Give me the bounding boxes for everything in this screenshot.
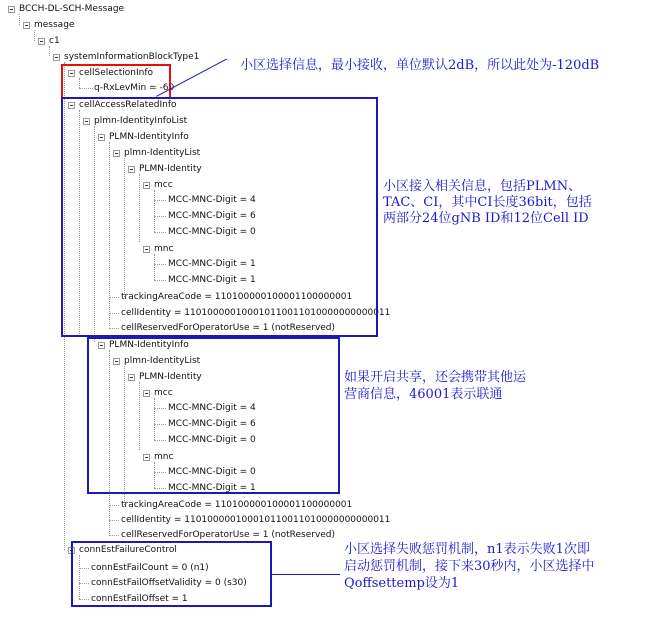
cell-access-annotation-line2: TAC、CI，其中CI长度36bit，包括 bbox=[383, 195, 592, 210]
tree-node-conn-est-fail-count[interactable]: connEstFailCount = 0 (n1) bbox=[91, 563, 209, 573]
failure-annotation-line1: 小区选择失败惩罚机制，n1表示失败1次即 bbox=[344, 542, 590, 557]
tree-node-mcc-digit[interactable]: MCC-MNC-Digit = 6 bbox=[168, 211, 256, 221]
failure-control-highlight-box bbox=[71, 541, 272, 607]
collapse-toggle-icon[interactable] bbox=[38, 38, 45, 45]
tree-node-mnc-digit[interactable]: MCC-MNC-Digit = 0 bbox=[168, 467, 256, 477]
sharing-annotation-line2: 营商信息，46001表示联通 bbox=[344, 387, 503, 402]
tree-node-mnc-digit[interactable]: MCC-MNC-Digit = 1 bbox=[168, 483, 256, 493]
tree-node-c1[interactable]: c1 bbox=[49, 36, 60, 46]
tree-node-cell-reserved[interactable]: cellReservedForOperatorUse = 1 (notReserved) bbox=[121, 323, 336, 333]
tree-node-plmn-identity[interactable]: PLMN-Identity bbox=[139, 372, 202, 382]
tree-node-plmn-identity-list[interactable]: plmn-IdentityList bbox=[124, 356, 201, 366]
tree-node-plmn-identity-info-list[interactable]: plmn-IdentityInfoList bbox=[94, 116, 188, 126]
failure-control-leader-line bbox=[272, 574, 340, 575]
tree-node-mcc-digit[interactable]: MCC-MNC-Digit = 4 bbox=[168, 195, 256, 205]
cell-selection-highlight-box bbox=[61, 64, 171, 99]
tree-node-conn-est-fail-offset[interactable]: connEstFailOffset = 1 bbox=[91, 594, 188, 604]
tree-node-tracking-area-code[interactable]: trackingAreaCode = 110100000100001100000001 bbox=[121, 500, 353, 510]
sharing-annotation-line1: 如果开启共享，还会携带其他运 bbox=[344, 370, 527, 385]
tree-node-mnc-digit[interactable]: MCC-MNC-Digit = 1 bbox=[168, 259, 256, 269]
tree-node-mcc-digit[interactable]: MCC-MNC-Digit = 6 bbox=[168, 419, 256, 429]
tree-node-mcc-digit[interactable]: MCC-MNC-Digit = 4 bbox=[168, 403, 256, 413]
tree-node-root[interactable]: BCCH-DL-SCH-Message bbox=[19, 4, 125, 14]
tree-node-cell-identity[interactable]: cellIdentity = 110100000100010110011010000000000011 bbox=[121, 515, 391, 525]
tree-node-cell-selection-info[interactable]: cellSelectionInfo bbox=[79, 68, 153, 78]
failure-annotation-line2: 启动惩罚机制，接下来30秒内，小区选择中 bbox=[344, 559, 595, 574]
tree-node-tracking-area-code[interactable]: trackingAreaCode = 110100000100001100000001 bbox=[121, 292, 353, 302]
cell-access-highlight-box bbox=[61, 97, 378, 337]
cell-access-annotation-line3: 两部分24位gNB ID和12位Cell ID bbox=[383, 211, 589, 226]
collapse-toggle-icon[interactable] bbox=[8, 6, 15, 13]
tree-node-message[interactable]: message bbox=[34, 20, 75, 30]
tree-node-plmn-identity-list[interactable]: plmn-IdentityList bbox=[124, 148, 201, 158]
tree-node-q-rxlevmin[interactable]: q-RxLevMin = -60 bbox=[94, 83, 175, 93]
tree-node-mcc-digit[interactable]: MCC-MNC-Digit = 0 bbox=[168, 227, 256, 237]
collapse-toggle-icon[interactable] bbox=[53, 54, 60, 61]
tree-node-mnc-digit[interactable]: MCC-MNC-Digit = 1 bbox=[168, 275, 256, 285]
tree-node-plmn-identity[interactable]: PLMN-Identity bbox=[139, 164, 202, 174]
tree-node-plmn-identity-info[interactable]: PLMN-IdentityInfo bbox=[109, 132, 189, 142]
cell-selection-annotation: 小区选择信息，最小接收，单位默认2dB，所以此处为-120dB bbox=[240, 58, 600, 73]
collapse-toggle-icon[interactable] bbox=[23, 22, 30, 29]
cell-access-annotation-line1: 小区接入相关信息，包括PLMN、 bbox=[383, 179, 582, 194]
tree-node-mnc[interactable]: mnc bbox=[154, 244, 174, 254]
tree-node-mcc[interactable]: mcc bbox=[154, 180, 173, 190]
tree-node-mcc-digit[interactable]: MCC-MNC-Digit = 0 bbox=[168, 435, 256, 445]
tree-node-mcc[interactable]: mcc bbox=[154, 388, 173, 398]
tree-node-sib1[interactable]: systemInformationBlockType1 bbox=[64, 52, 200, 62]
plmn-sharing-highlight-box bbox=[87, 337, 340, 494]
tree-node-cell-access-related-info[interactable]: cellAccessRelatedInfo bbox=[79, 100, 177, 110]
tree-node-cell-reserved[interactable]: cellReservedForOperatorUse = 1 (notReserved) bbox=[121, 530, 336, 540]
tree-node-mnc[interactable]: mnc bbox=[154, 452, 174, 462]
tree-node-conn-est-failure-control[interactable]: connEstFailureControl bbox=[79, 545, 177, 555]
failure-annotation-line3: Qoffsettemp设为1 bbox=[344, 576, 460, 591]
tree-node-plmn-identity-info[interactable]: PLMN-IdentityInfo bbox=[109, 340, 189, 350]
tree-node-cell-identity[interactable]: cellIdentity = 110100000100010110011010000000000011 bbox=[121, 308, 391, 318]
tree-node-conn-est-fail-offset-validity[interactable]: connEstFailOffsetValidity = 0 (s30) bbox=[91, 578, 247, 588]
